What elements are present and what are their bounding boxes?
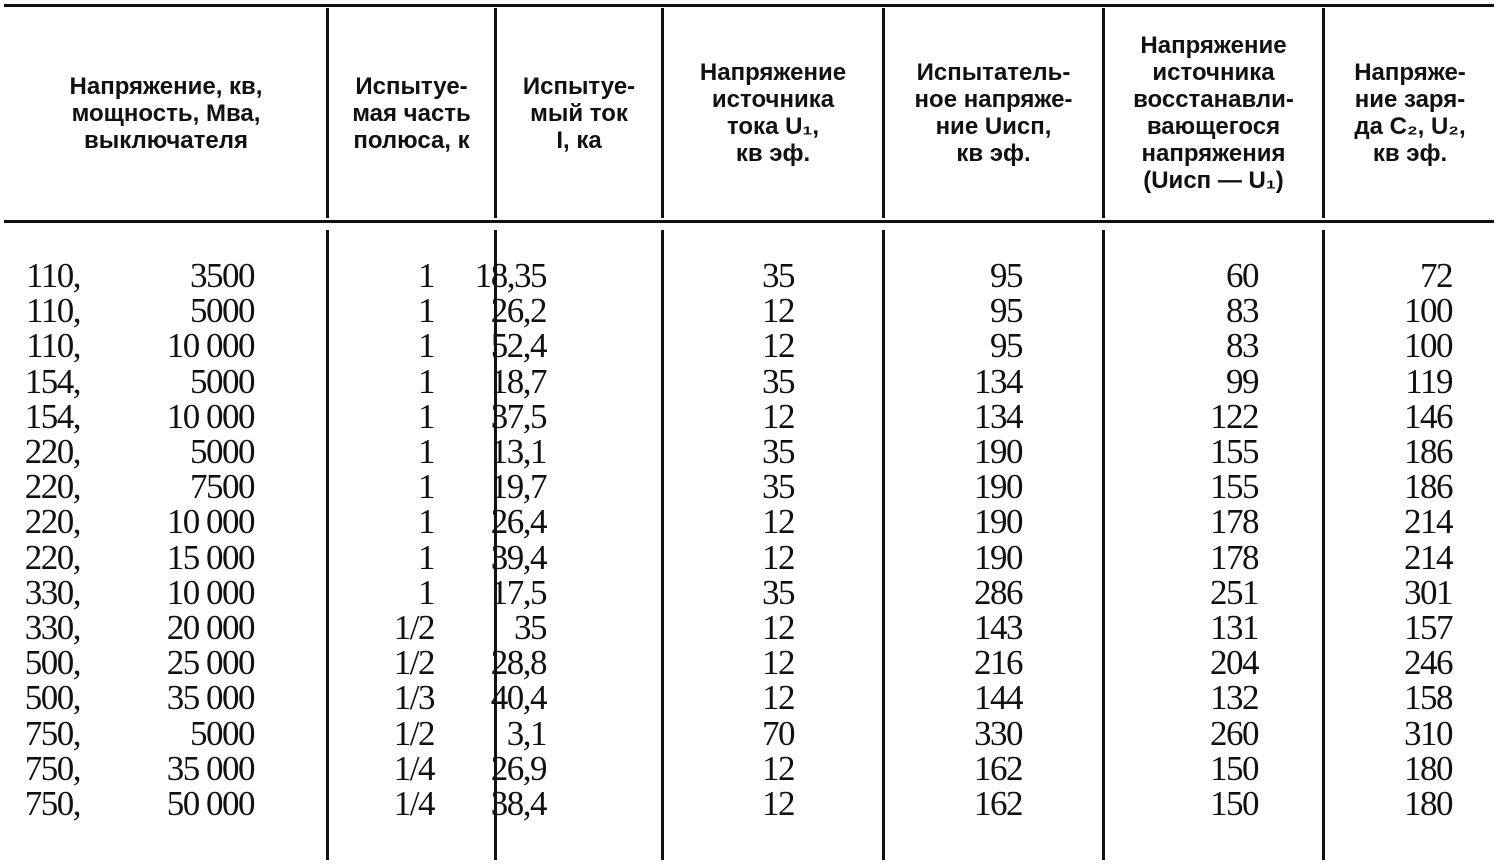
- cell-current: 26,9: [490, 748, 546, 788]
- table-row: [0, 680, 1452, 715]
- cell-recovery-voltage: 155: [1210, 432, 1258, 472]
- cell-source-voltage: 12: [762, 396, 794, 436]
- header-cell-recovery-voltage: [1105, 8, 1322, 218]
- cell-charge-voltage: 214: [1404, 537, 1452, 577]
- cell-source-voltage: 12: [762, 502, 794, 542]
- cell-current: 52,4: [490, 326, 546, 366]
- data-table: [0, 258, 1452, 821]
- table-row: [0, 645, 1452, 680]
- cell-source-voltage: 35: [762, 467, 794, 507]
- cell-test-voltage: 216: [974, 643, 1022, 683]
- cell-recovery-voltage: 155: [1210, 467, 1258, 507]
- header-cell-test-current: [497, 8, 661, 218]
- cell-pole-part: 1/2: [393, 713, 434, 753]
- cell-current: 39,4: [490, 537, 546, 577]
- cell-voltage: 110,: [26, 256, 80, 296]
- cell-power: 5000: [190, 291, 254, 331]
- cell-power: 25 000: [166, 643, 254, 683]
- cell-current: 19,7: [490, 467, 546, 507]
- cell-source-voltage: 12: [762, 326, 794, 366]
- cell-pole-part: 1: [418, 572, 434, 612]
- cell-voltage: 220,: [24, 537, 80, 577]
- cell-pole-part: 1/2: [393, 607, 434, 647]
- cell-charge-voltage: 146: [1404, 396, 1452, 436]
- cell-pole-part: 1: [418, 361, 434, 401]
- cell-voltage: 154,: [24, 361, 80, 401]
- cell-source-voltage: 12: [762, 678, 794, 718]
- cell-charge-voltage: 186: [1404, 467, 1452, 507]
- table-row: [0, 751, 1452, 786]
- cell-pole-part: 1/4: [393, 748, 434, 788]
- cell-pole-part: 1/4: [393, 783, 434, 823]
- cell-test-voltage: 134: [974, 396, 1022, 436]
- header-cell-source-voltage: [664, 8, 882, 218]
- table-row: [0, 293, 1452, 328]
- cell-power: 10 000: [166, 396, 254, 436]
- header-cell-voltage-power: [6, 8, 326, 218]
- cell-current: 38,4: [490, 783, 546, 823]
- header-text: Напряже- ние заря- да C₂, U₂, кв эф.: [1354, 59, 1466, 167]
- cell-charge-voltage: 301: [1404, 572, 1452, 612]
- cell-pole-part: 1: [418, 256, 434, 296]
- header-text: Напряжение источника восстанавли- вающегося напряжения (Uисп — U₁): [1133, 32, 1294, 194]
- cell-charge-voltage: 310: [1404, 713, 1452, 753]
- cell-pole-part: 1: [418, 467, 434, 507]
- cell-test-voltage: 134: [974, 361, 1022, 401]
- cell-voltage: 500,: [24, 643, 80, 683]
- cell-power: 10 000: [166, 572, 254, 612]
- cell-test-voltage: 95: [990, 291, 1022, 331]
- table-row: [0, 610, 1452, 645]
- cell-recovery-voltage: 99: [1226, 361, 1258, 401]
- cell-recovery-voltage: 204: [1210, 643, 1258, 683]
- cell-power: 5000: [190, 713, 254, 753]
- cell-charge-voltage: 214: [1404, 502, 1452, 542]
- cell-current: 13,1: [490, 432, 546, 472]
- table-row: [0, 469, 1452, 504]
- table-row: [0, 258, 1452, 293]
- cell-recovery-voltage: 122: [1210, 396, 1258, 436]
- cell-voltage: 750,: [24, 713, 80, 753]
- cell-charge-voltage: 119: [1405, 361, 1452, 401]
- cell-recovery-voltage: 260: [1210, 713, 1258, 753]
- cell-power: 10 000: [166, 326, 254, 366]
- cell-current: 40,4: [490, 678, 546, 718]
- cell-source-voltage: 12: [762, 537, 794, 577]
- cell-voltage: 220,: [24, 432, 80, 472]
- cell-test-voltage: 190: [974, 502, 1022, 542]
- cell-source-voltage: 35: [762, 572, 794, 612]
- table-row: [0, 575, 1452, 610]
- cell-recovery-voltage: 83: [1226, 326, 1258, 366]
- cell-voltage: 750,: [24, 783, 80, 823]
- cell-power: 3500: [190, 256, 254, 296]
- cell-recovery-voltage: 131: [1210, 607, 1258, 647]
- table-row: [0, 399, 1452, 434]
- cell-voltage: 220,: [24, 467, 80, 507]
- cell-voltage: 220,: [24, 502, 80, 542]
- cell-source-voltage: 35: [762, 256, 794, 296]
- cell-power: 5000: [190, 361, 254, 401]
- table-row: [0, 786, 1452, 821]
- cell-power: 35 000: [166, 678, 254, 718]
- cell-current: 18,35: [474, 256, 546, 296]
- cell-pole-part: 1: [418, 537, 434, 577]
- cell-test-voltage: 95: [990, 256, 1022, 296]
- header-cell-pole-part: [329, 8, 494, 218]
- cell-pole-part: 1: [418, 326, 434, 366]
- cell-current: 17,5: [490, 572, 546, 612]
- cell-current: 35: [514, 607, 546, 647]
- cell-charge-voltage: 180: [1404, 748, 1452, 788]
- cell-test-voltage: 330: [974, 713, 1022, 753]
- cell-source-voltage: 35: [762, 361, 794, 401]
- header-text: Напряжение, кв, мощность, Мва, выключателя: [69, 72, 263, 154]
- cell-charge-voltage: 157: [1404, 607, 1452, 647]
- cell-test-voltage: 95: [990, 326, 1022, 366]
- header-text: Напряжение источника тока U₁, кв эф.: [699, 59, 847, 167]
- cell-test-voltage: 190: [974, 537, 1022, 577]
- cell-recovery-voltage: 83: [1226, 291, 1258, 331]
- cell-voltage: 330,: [24, 572, 80, 612]
- table-row: [0, 540, 1452, 575]
- cell-source-voltage: 70: [762, 713, 794, 753]
- table-row: [0, 328, 1452, 363]
- table-row: [0, 364, 1452, 399]
- cell-power: 10 000: [166, 502, 254, 542]
- cell-recovery-voltage: 150: [1210, 748, 1258, 788]
- header-cell-test-voltage: [885, 8, 1102, 218]
- cell-charge-voltage: 180: [1404, 783, 1452, 823]
- header-text: Испытуе- мый ток I, ка: [522, 72, 636, 154]
- cell-source-voltage: 12: [762, 643, 794, 683]
- cell-pole-part: 1: [418, 396, 434, 436]
- cell-power: 20 000: [166, 607, 254, 647]
- cell-voltage: 500,: [24, 678, 80, 718]
- cell-power: 50 000: [166, 783, 254, 823]
- cell-test-voltage: 144: [974, 678, 1022, 718]
- cell-power: 35 000: [166, 748, 254, 788]
- table-row: [0, 715, 1452, 750]
- cell-recovery-voltage: 132: [1210, 678, 1258, 718]
- cell-power: 5000: [190, 432, 254, 472]
- cell-test-voltage: 143: [974, 607, 1022, 647]
- table-row: [0, 504, 1452, 539]
- cell-source-voltage: 12: [762, 291, 794, 331]
- table-row: [0, 434, 1452, 469]
- cell-charge-voltage: 100: [1404, 291, 1452, 331]
- cell-pole-part: 1/3: [393, 678, 434, 718]
- cell-test-voltage: 190: [974, 467, 1022, 507]
- cell-test-voltage: 190: [974, 432, 1022, 472]
- cell-charge-voltage: 72: [1420, 256, 1452, 296]
- cell-current: 26,4: [490, 502, 546, 542]
- cell-test-voltage: 162: [974, 748, 1022, 788]
- header-bottom-rule: [4, 220, 1494, 223]
- cell-current: 3,1: [506, 713, 546, 753]
- cell-recovery-voltage: 178: [1210, 502, 1258, 542]
- cell-pole-part: 1: [418, 432, 434, 472]
- cell-power: 15 000: [166, 537, 254, 577]
- cell-charge-voltage: 100: [1404, 326, 1452, 366]
- cell-current: 18,7: [490, 361, 546, 401]
- cell-charge-voltage: 158: [1404, 678, 1452, 718]
- cell-recovery-voltage: 150: [1210, 783, 1258, 823]
- cell-pole-part: 1: [418, 291, 434, 331]
- cell-test-voltage: 162: [974, 783, 1022, 823]
- cell-source-voltage: 12: [762, 607, 794, 647]
- cell-charge-voltage: 186: [1404, 432, 1452, 472]
- cell-voltage: 110,: [26, 326, 80, 366]
- cell-current: 37,5: [490, 396, 546, 436]
- cell-recovery-voltage: 251: [1210, 572, 1258, 612]
- header-text: Испытатель- ное напряже- ние Uисп, кв эф.: [914, 59, 1073, 167]
- cell-power: 7500: [190, 467, 254, 507]
- cell-voltage: 330,: [24, 607, 80, 647]
- cell-source-voltage: 12: [762, 748, 794, 788]
- cell-voltage: 110,: [26, 291, 80, 331]
- cell-pole-part: 1/2: [393, 643, 434, 683]
- header-text: Испытуе- мая часть полюса, к: [352, 72, 471, 154]
- cell-source-voltage: 12: [762, 783, 794, 823]
- table-top-rule: [4, 4, 1494, 7]
- cell-test-voltage: 286: [974, 572, 1022, 612]
- cell-recovery-voltage: 178: [1210, 537, 1258, 577]
- cell-charge-voltage: 246: [1404, 643, 1452, 683]
- cell-pole-part: 1: [418, 502, 434, 542]
- cell-voltage: 154,: [24, 396, 80, 436]
- header-cell-charge-voltage: [1325, 8, 1495, 218]
- cell-current: 28,8: [490, 643, 546, 683]
- cell-source-voltage: 35: [762, 432, 794, 472]
- cell-current: 26,2: [490, 291, 546, 331]
- cell-recovery-voltage: 60: [1226, 256, 1258, 296]
- cell-voltage: 750,: [24, 748, 80, 788]
